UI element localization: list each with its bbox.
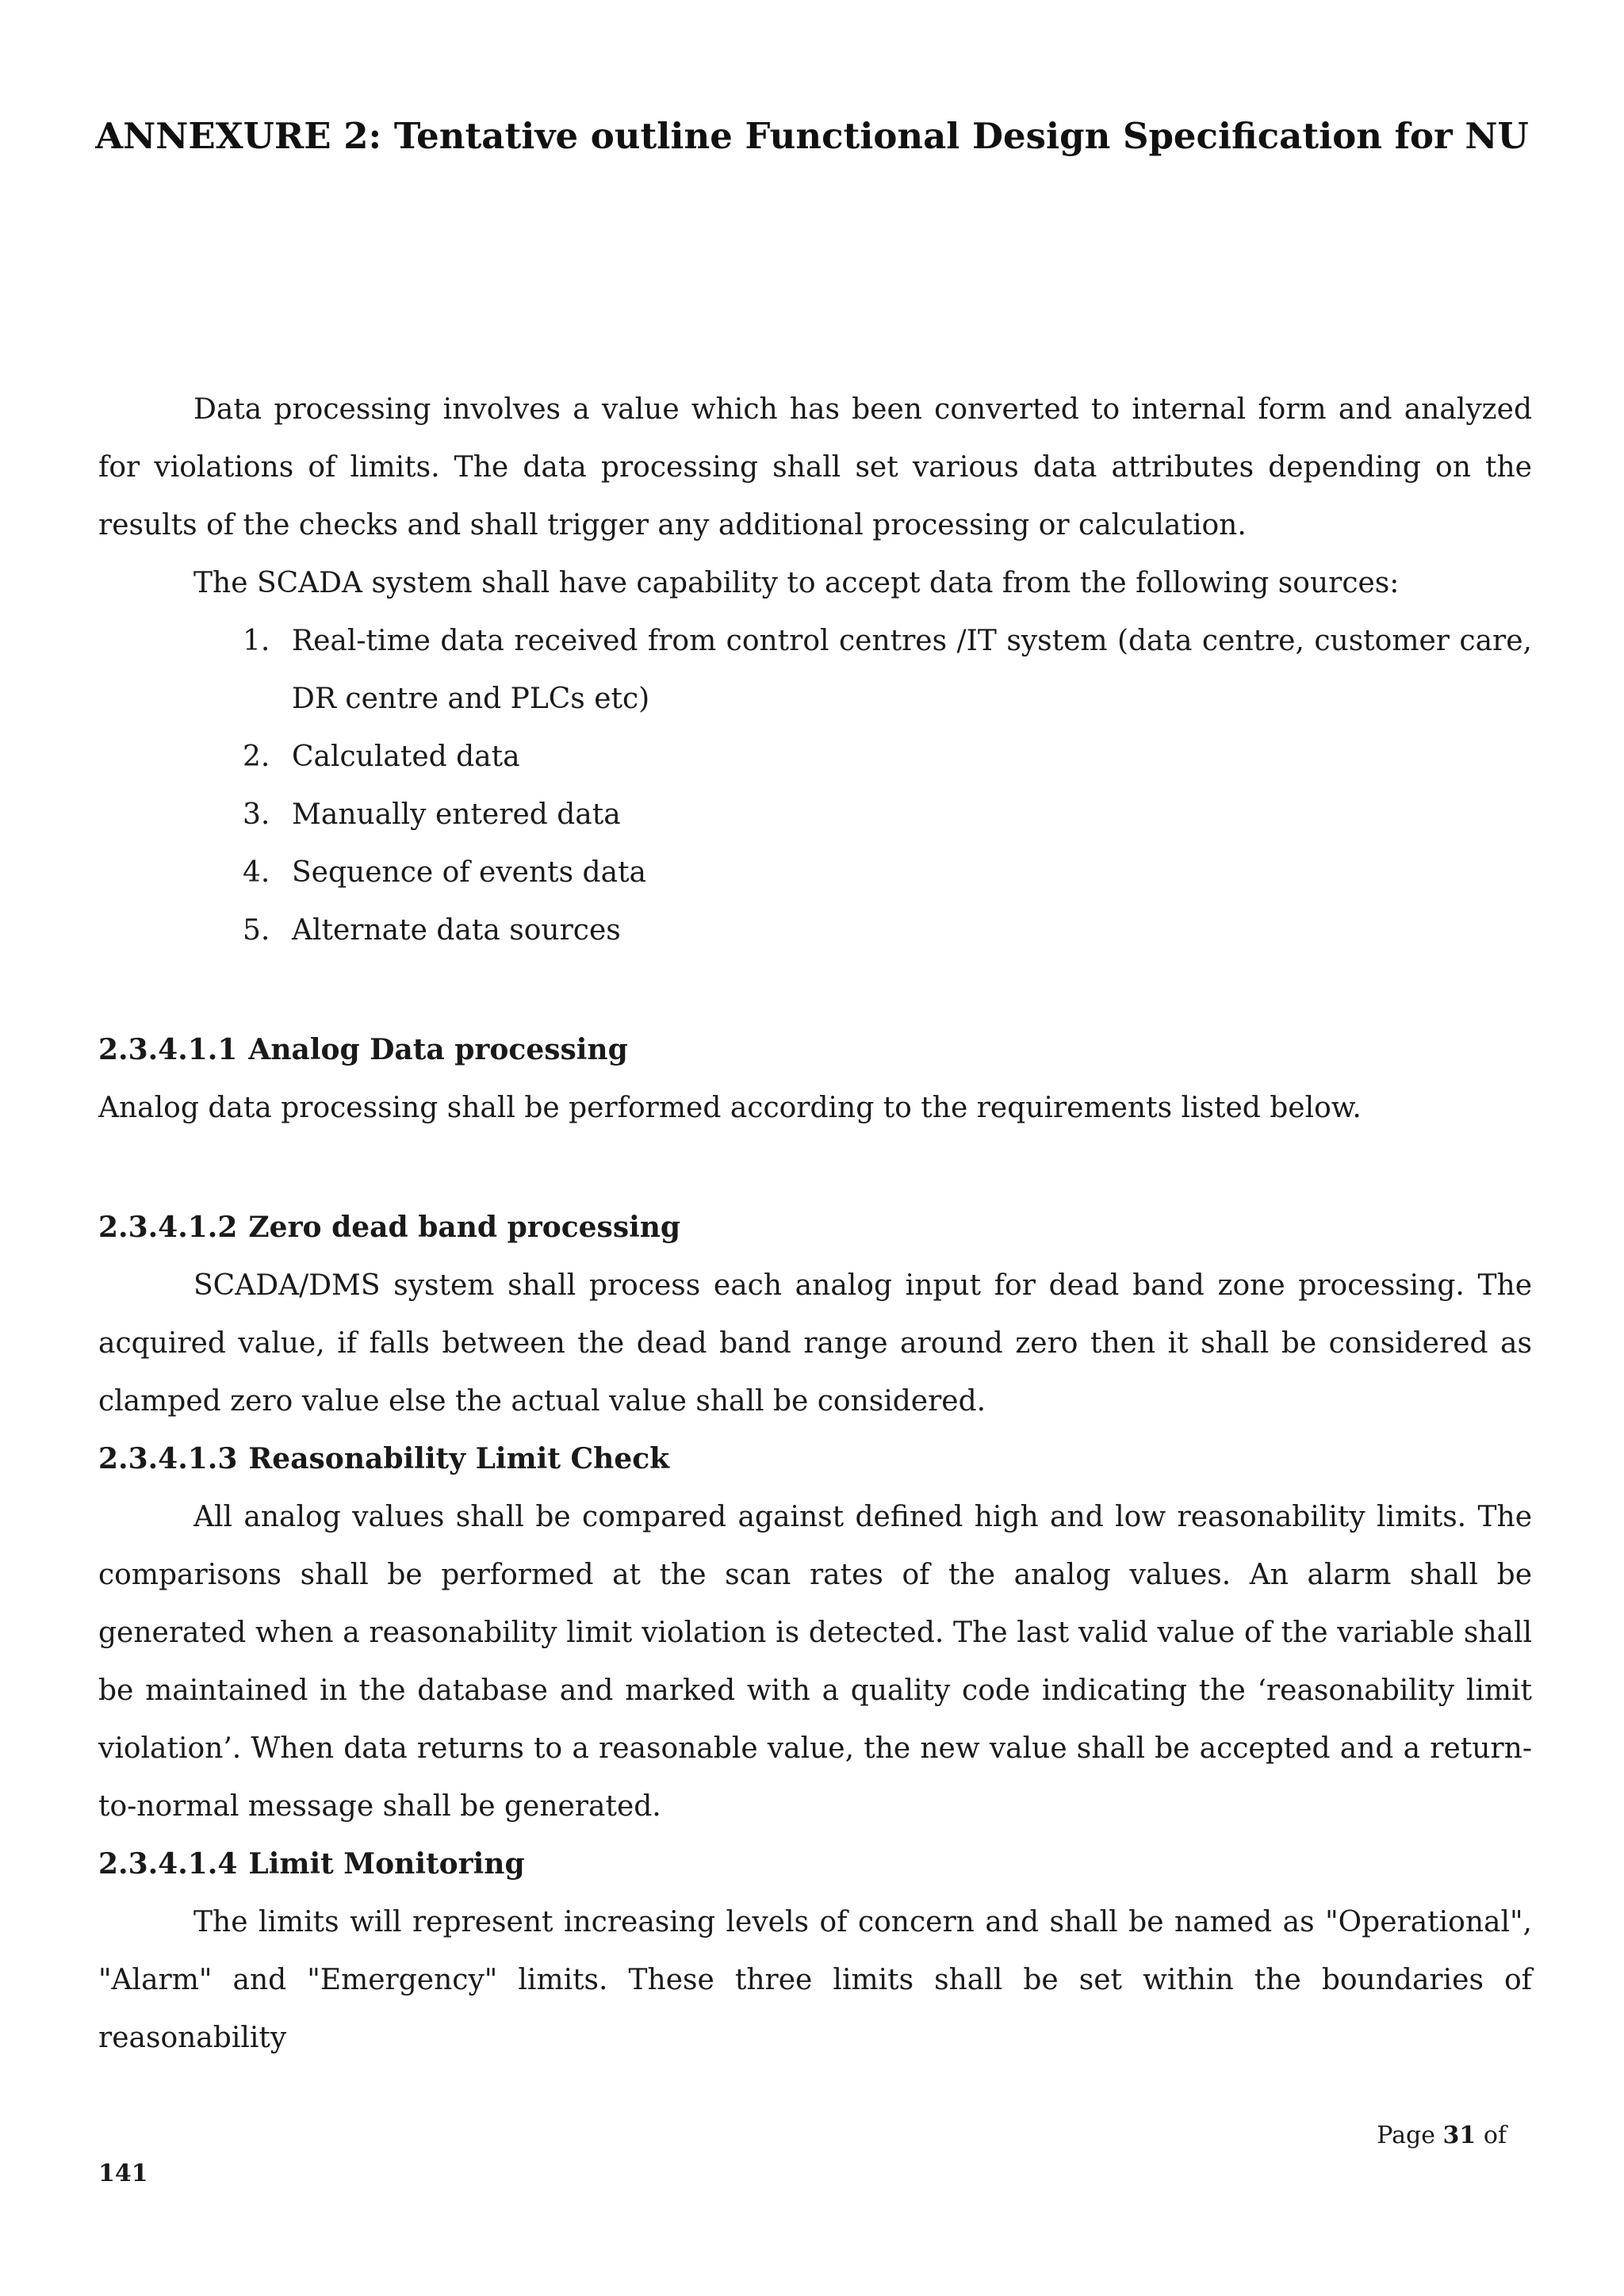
section-body-limit-monitoring: The limits will represent increasing levels of concern and shall be named as "Operational", "Alarm" and "Emergency" limits. These three limits shall be set within the boundaries of reasonability: [98, 1906, 1532, 2054]
section-number: 2.3.4.1.4: [98, 1847, 238, 1881]
section-body-analog-data: Analog data processing shall be performed according to the requirements listed below.: [98, 1092, 1362, 1124]
list-number: 2.: [243, 740, 270, 773]
spacer: [98, 959, 1532, 1021]
section-title: Zero dead band processing: [248, 1211, 681, 1244]
section-body-reasonability-limit: All analog values shall be compared against defined high and low reasonability limits. The comparisons shall be performed at the scan rates of the analog values. An alarm shall be generated when a reasonability limit violation is detected. The last valid value of the variable shall be maintained in the database and marked with a quality code indicating the ‘reasonability limit violation’. When data returns to a reasonable value, the new value shall be accepted and a return-to-normal message shall be generated.: [98, 1501, 1532, 1823]
list-item: [243, 612, 1532, 728]
list-item: [243, 844, 1532, 901]
page-prefix: Page: [1377, 2122, 1435, 2149]
list-text: Calculated data: [292, 740, 520, 773]
intro-paragraph: Data processing involves a value which has been converted to internal form and analyzed for violations of limits. The data processing shall set various data attributes depending on the results of the checks and shall trigger any additional processing or calculation.: [98, 393, 1532, 541]
section-heading-reasonability-limit: [98, 1430, 1532, 1488]
section-number: 2.3.4.1.3: [98, 1442, 238, 1475]
list-number: 1.: [243, 625, 270, 657]
section-heading-analog-data: [98, 1021, 1532, 1079]
page-indicator: [1377, 2112, 1507, 2160]
list-text: Manually entered data: [292, 798, 621, 831]
list-text: Sequence of events data: [292, 856, 646, 889]
list-text: Alternate data sources: [292, 914, 621, 947]
spacer: [98, 1137, 1532, 1199]
page-total: 141: [98, 2160, 148, 2187]
section-title: Analog Data processing: [248, 1033, 628, 1066]
list-item: [243, 901, 1532, 959]
section-heading-limit-monitoring: [98, 1835, 1532, 1893]
section-body-zero-dead-band: SCADA/DMS system shall process each analog input for dead band zone processing. The acquired value, if falls between the dead band range around zero then it shall be considered as clamped zero value else the actual value shall be considered.: [98, 1269, 1532, 1418]
section-number: 2.3.4.1.1: [98, 1033, 238, 1066]
section-number: 2.3.4.1.2: [98, 1211, 238, 1244]
section-title: Reasonability Limit Check: [248, 1442, 670, 1475]
list-item: [243, 728, 1532, 786]
section-title: Limit Monitoring: [248, 1847, 525, 1881]
document-title: ANNEXURE 2: Tentative outline Functional Design Specification for NU: [95, 115, 1529, 157]
sources-intro: The SCADA system shall have capability to accept data from the following sources:: [193, 567, 1400, 599]
list-item: [243, 786, 1532, 844]
list-number: 3.: [243, 798, 270, 831]
document-body: [98, 381, 1532, 2067]
section-heading-zero-dead-band: [98, 1199, 1532, 1257]
page-of: of: [1483, 2122, 1507, 2149]
sources-list: [98, 612, 1532, 959]
list-number: 4.: [243, 856, 270, 889]
list-number: 5.: [243, 914, 270, 947]
page-number: 31: [1442, 2122, 1477, 2149]
list-text: Real-time data received from control centres /IT system (data centre, customer care, DR centre and PLCs etc): [292, 625, 1532, 715]
